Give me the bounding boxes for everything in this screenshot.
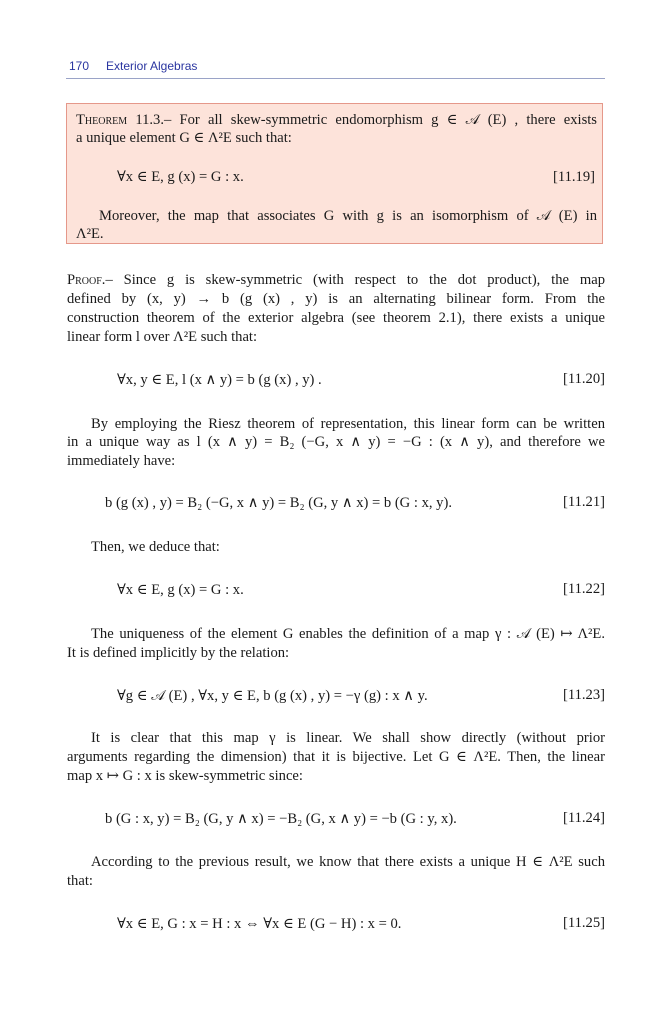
deduce-line: Then, we deduce that:	[91, 539, 220, 555]
page-number: 170	[69, 59, 90, 73]
equation-11-22: ∀x ∈ E, g (x) = G : x.	[117, 582, 244, 598]
clear-line-3: map x ↦ G : x is skew-symmetric since:	[67, 768, 303, 784]
equation-11-21: b (g (x) , y) = B₂ (−G, x ∧ y) = B₂ (G, y ∧ x) = b (G : x, y).	[105, 495, 452, 511]
running-title: Exterior Algebras	[106, 59, 198, 73]
clear-line-2: arguments regarding the dimension) that it is bijective. Let G ∈ Λ²E. Then, the linear	[67, 749, 605, 765]
page-header	[66, 56, 605, 79]
proof-line-1	[67, 271, 605, 289]
uniqueness-line-2: It is defined implicitly by the relation:	[67, 645, 290, 661]
theorem-closing-1: Moreover, the map that associates G with g is an isomorphism of 𝒜 (E) in	[99, 208, 597, 224]
riesz-line-1: By employing the Riesz theorem of representation, this linear form can be written	[91, 416, 605, 432]
theorem-closing-2: Λ²E.	[76, 226, 104, 242]
proof-label: Proof.–	[67, 272, 113, 288]
equation-number-11-25: [11.25]	[562, 915, 605, 931]
equation-number-11-22: [11.22]	[562, 581, 605, 597]
proof-line-2: defined by (x, y) → b (g (x) , y) is an alternating bilinear form. From the	[67, 291, 605, 307]
riesz-line-2: in a unique way as l (x ∧ y) = B₂ (−G, x ∧ y) = −G : (x ∧ y), and therefore we	[67, 434, 605, 450]
riesz-line-3: immediately have:	[67, 453, 176, 469]
theorem-number: 11.3.–	[135, 112, 172, 128]
equation-number-11-21: [11.21]	[562, 494, 605, 510]
theorem-line-1	[76, 111, 597, 129]
uniqueness-line-1: The uniqueness of the element G enables the definition of a map γ : 𝒜 (E) ↦ Λ²E.	[91, 626, 605, 642]
theorem-eq-number: [11.19]	[552, 169, 595, 185]
clear-line-1: It is clear that this map γ is linear. We shall show directly (without prior	[91, 730, 605, 746]
theorem-box	[66, 103, 603, 244]
theorem-line-2: a unique element G ∈ Λ²E such that:	[76, 130, 292, 146]
equation-11-20: ∀x, y ∈ E, l (x ∧ y) = b (g (x) , y) .	[117, 372, 322, 388]
theorem-text: For all skew-symmetric endomorphism g ∈ 𝒜 (E) , there exists	[179, 112, 597, 128]
equation-11-24: b (G : x, y) = B₂ (G, y ∧ x) = −B₂ (G, x ∧ y) = −b (G : y, x).	[105, 811, 457, 827]
equation-number-11-20: [11.20]	[562, 371, 605, 387]
equation-number-11-23: [11.23]	[562, 687, 605, 703]
according-line-2: that:	[67, 873, 93, 889]
equation-11-25: ∀x ∈ E, G : x = H : x ⇔ ∀x ∈ E (G − H) : x = 0.	[117, 916, 402, 932]
proof-line-3: construction theorem of the exterior algebra (see theorem 2.1), there exists a unique	[67, 310, 605, 326]
according-line-1: According to the previous result, we know that there exists a unique H ∈ Λ²E such	[91, 854, 605, 870]
theorem-equation: ∀x ∈ E, g (x) = G : x.	[117, 169, 244, 185]
theorem-label: Theorem	[76, 112, 128, 128]
equation-11-23: ∀g ∈ 𝒜 (E) , ∀x, y ∈ E, b (g (x) , y) = −γ (g) : x ∧ y.	[117, 688, 428, 704]
proof-text: Since g is skew-symmetric (with respect to the dot product), the map	[123, 272, 606, 288]
equation-number-11-24: [11.24]	[562, 810, 605, 826]
proof-line-4: linear form l over Λ²E such that:	[67, 329, 258, 345]
